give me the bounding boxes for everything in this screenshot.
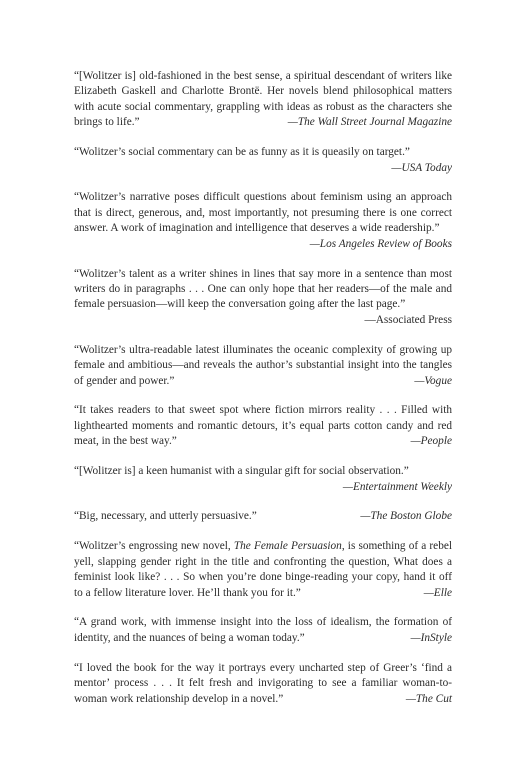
blurb-elle xyxy=(74,539,452,601)
blurb-source: —InStyle xyxy=(410,631,452,644)
blurb-quote: “[Wolitzer is] old-fashioned in the best sense, a spiritual descendant of writers like Elizabeth Gaskell and Charlotte Brontë. Her novels blend philosophical matters with acute social commentary, grappling with ideas as robust as the characters she brings to life.” xyxy=(74,70,452,129)
blurb-quote: “Big, necessary, and utterly persuasive.” xyxy=(74,510,257,523)
book-title: The Female Persuasion xyxy=(233,540,342,553)
blurb-source: —USA Today xyxy=(391,161,452,174)
blurb-quote-end: , is something of a rebel yell, slapping gender right in the title and confronting the question, What does a feminist look like? . . . So when you’re done binge-reading your copy, hand it off to a fellow literature lover. He’ll thank you for it.” xyxy=(74,540,452,599)
blurb-la-review-of-books xyxy=(74,190,452,252)
blurb-instyle xyxy=(74,615,452,646)
blurb-quote: “Wolitzer’s narrative poses difficult questions about feminism using an approach that is direct, generous, and, most importantly, not presuming there is one correct answer. A work of imagination and intelligence that deserves a wide readership.” xyxy=(74,191,452,235)
blurb-source: —Entertainment Weekly xyxy=(342,480,452,493)
blurb-the-cut xyxy=(74,661,452,707)
blurb-source: —Elle xyxy=(423,586,452,599)
blurb-quote: “Wolitzer’s talent as a writer shines in lines that say more in a sentence than most writers do in paragraphs . . . One can only hope that her readers—of the male and female persuasion—will keep the conversation going after the last page.” xyxy=(74,267,452,311)
blurb-quote: “It takes readers to that sweet spot where fiction mirrors reality . . . Filled with lighthearted moments and romantic detours, it’s equal parts cotton candy and red meat, in the best way.” xyxy=(74,404,452,448)
blurb-source: —Associated Press xyxy=(364,313,452,326)
blurb-wsj-magazine xyxy=(74,69,452,131)
blurb-quote-start: “Wolitzer’s engrossing new novel, xyxy=(74,540,234,553)
blurb-vogue xyxy=(74,343,452,389)
blurb-source: —People xyxy=(410,435,452,448)
blurb-quote xyxy=(74,540,452,598)
blurb-source: —Los Angeles Review of Books xyxy=(309,237,452,250)
blurb-entertainment-weekly xyxy=(74,464,452,495)
blurb-quote: “I loved the book for the way it portrays every uncharted step of Greer’s ‘find a mentor’ process . . . It felt fresh and invigorating to see a familiar woman-to-woman work relationship develop in a novel.” xyxy=(74,661,452,705)
blurb-associated-press xyxy=(74,267,452,329)
blurb-usa-today xyxy=(74,145,452,176)
blurb-people xyxy=(74,403,452,449)
blurb-boston-globe xyxy=(74,509,452,524)
blurb-quote: “Wolitzer’s ultra-readable latest illuminates the oceanic complexity of growing up female and ambitious—and reveals the author’s substantial insight into the tangles of gender and power.” xyxy=(74,343,452,387)
blurb-quote: “Wolitzer’s social commentary can be as funny as it is queasily on target.” xyxy=(74,146,410,159)
blurb-source: —The Cut xyxy=(405,692,452,705)
blurb-source: —The Boston Globe xyxy=(360,510,452,523)
blurb-quote: “[Wolitzer is] a keen humanist with a singular gift for social observation.” xyxy=(74,465,409,478)
blurb-source: —The Wall Street Journal Magazine xyxy=(287,116,452,129)
blurb-quote: “A grand work, with immense insight into the loss of idealism, the formation of identity, and the nuances of being a woman today.” xyxy=(74,616,452,644)
blurb-source: —Vogue xyxy=(414,374,452,387)
